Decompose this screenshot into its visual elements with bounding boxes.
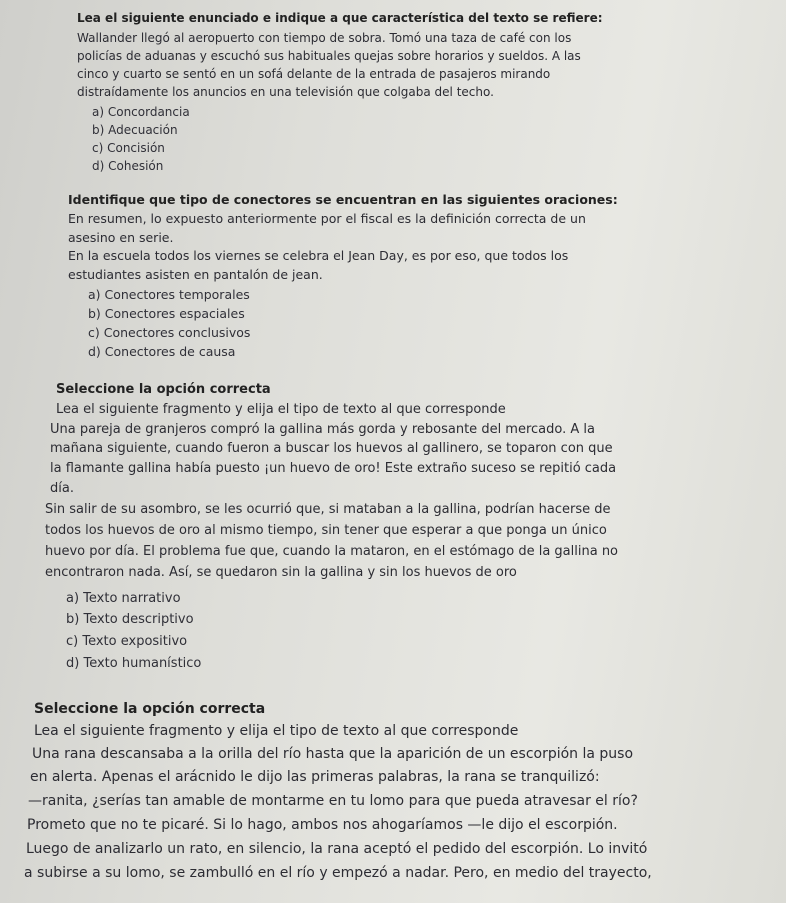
q2-title: Identifique que tipo de conectores se encuentran en las siguientes oraciones:	[68, 192, 618, 207]
q3-text-line: huevo por día. El problema fue que, cuando la mataron, en el estómago de la gallina no	[45, 544, 619, 559]
q1-option-c[interactable]: c) Concisión	[92, 141, 165, 155]
q2-text-line: estudiantes asisten en pantalón de jean.	[68, 267, 323, 282]
q2-option-a[interactable]: a) Conectores temporales	[88, 287, 250, 302]
q1-text-line: Wallander llegó al aeropuerto con tiempo de sobra. Tomó una taza de café con los	[77, 31, 572, 45]
q3-instruction: Lea el siguiente fragmento y elija el tipo de texto al que corresponde	[56, 402, 506, 417]
q2-text-line: En resumen, lo expuesto anteriormente por el fiscal es la definición correcta de un	[68, 211, 586, 226]
q4-text-line: —ranita, ¿serías tan amable de montarme en tu lomo para que pueda atravesar el río?	[28, 793, 638, 809]
q1-text-line: cinco y cuarto se sentó en un sofá delante de la entrada de pasajeros mirando	[77, 67, 551, 81]
q1-option-b[interactable]: b) Adecuación	[92, 123, 178, 137]
q2-text-line: asesino en serie.	[68, 230, 174, 245]
q4-title: Seleccione la opción correcta	[34, 701, 266, 717]
q3-text-line: Una pareja de granjeros compró la gallina más gorda y rebosante del mercado. A la	[50, 422, 595, 437]
q3-text-line: Sin salir de su asombro, se les ocurrió que, si mataban a la gallina, podrían hacerse de	[45, 502, 611, 517]
q1-title: Lea el siguiente enunciado e indique a que característica del texto se refiere:	[77, 11, 603, 25]
q4-text-line: en alerta. Apenas el arácnido le dijo las primeras palabras, la rana se tranquilizó:	[30, 769, 600, 785]
q2-option-d[interactable]: d) Conectores de causa	[88, 344, 236, 359]
q3-option-d[interactable]: d) Texto humanístico	[66, 656, 202, 671]
q4-text-line: Prometo que no te picaré. Si lo hago, ambos nos ahogaríamos —le dijo el escorpión.	[27, 817, 618, 833]
q3-title: Seleccione la opción correcta	[56, 382, 271, 397]
q4-instruction: Lea el siguiente fragmento y elija el tipo de texto al que corresponde	[34, 723, 519, 739]
q1-option-a[interactable]: a) Concordancia	[92, 105, 190, 119]
q3-text-line: día.	[50, 481, 74, 496]
q3-option-a[interactable]: a) Texto narrativo	[66, 591, 181, 606]
q1-text-line: distraídamente los anuncios en una televisión que colgaba del techo.	[77, 85, 494, 99]
q3-text-line: encontraron nada. Así, se quedaron sin la gallina y sin los huevos de oro	[45, 565, 517, 580]
q2-option-c[interactable]: c) Conectores conclusivos	[88, 325, 251, 340]
q3-text-line: todos los huevos de oro al mismo tiempo, sin tener que esperar a que ponga un único	[45, 523, 607, 538]
q3-text-line: mañana siguiente, cuando fueron a buscar los huevos al gallinero, se toparon con que	[50, 441, 613, 456]
q4-text-line: Luego de analizarlo un rato, en silencio, la rana aceptó el pedido del escorpión. Lo invitó	[26, 841, 648, 857]
q1-text-line: policías de aduanas y escuchó sus habituales quejas sobre horarios y sueldos. A las	[77, 49, 581, 63]
q2-text-line: En la escuela todos los viernes se celebra el Jean Day, es por eso, que todos los	[68, 248, 569, 263]
q3-text-line: la flamante gallina había puesto ¡un huevo de oro! Este extraño suceso se repitió cada	[50, 461, 617, 476]
q4-text-line: a subirse a su lomo, se zambulló en el río y empezó a nadar. Pero, en medio del trayecto,	[24, 865, 652, 881]
q1-option-d[interactable]: d) Cohesión	[92, 159, 164, 173]
q4-text-line: Una rana descansaba a la orilla del río hasta que la aparición de un escorpión la puso	[32, 746, 634, 762]
q3-option-c[interactable]: c) Texto expositivo	[66, 634, 188, 649]
q3-option-b[interactable]: b) Texto descriptivo	[66, 612, 194, 627]
q2-option-b[interactable]: b) Conectores espaciales	[88, 306, 245, 321]
